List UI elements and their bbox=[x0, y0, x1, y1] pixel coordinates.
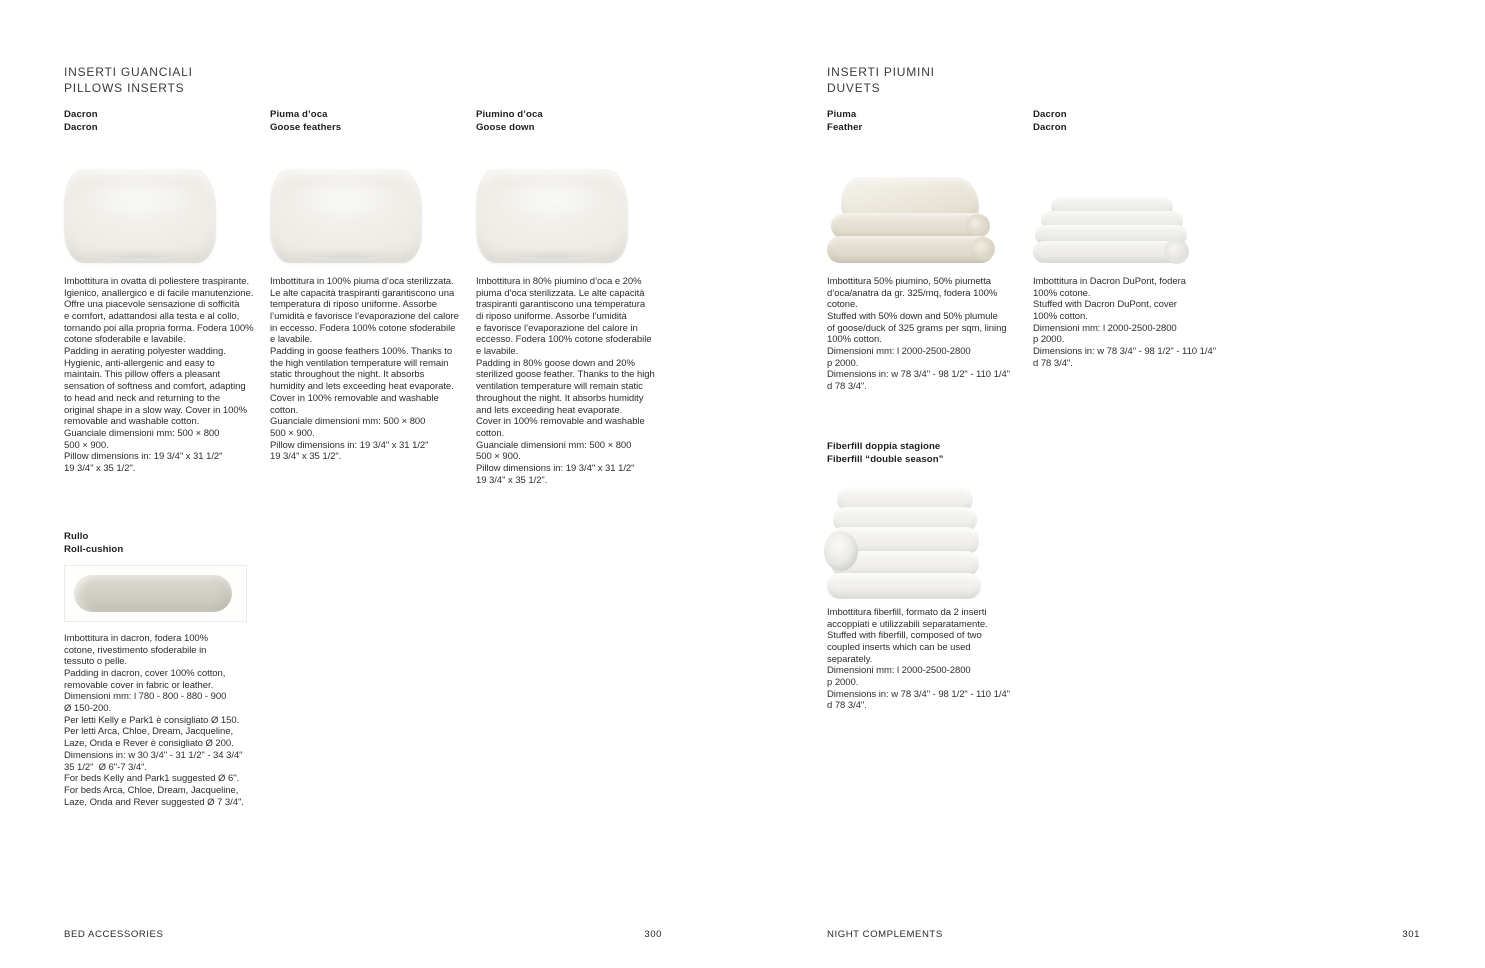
page-title: INSERTI GUANCIALI PILLOWS INSERTS bbox=[64, 65, 193, 95]
goose-down-pillow-photo bbox=[476, 163, 672, 263]
product-name-en: Goose feathers bbox=[270, 122, 342, 134]
product-description: Imbottitura in 80% piumino d’oca e 20% piuma d’oca sterilizzata. Le alte capacità traspiranti garantiscono una temperatura di riposo uniforme. Assorbe l’umidità e favorisce l’evaporazione del calore in eccesso. Fodera 100% cotone sfoderabile e lavabile. Padding in 80% goose down and 20% sterilized goose feather. Thanks to the high ventilation temperature will remain static throughout the night. It absorbs humidity and lets exceeding heat evaporate. Cover in 100% removable and washable cotton. Guanciale dimensioni mm: 500 × 800 500 × 900. Pillow dimensions in: 19 3/4" x 31 1/2" 19 3/4" x 35 1/2". bbox=[476, 275, 655, 486]
product-name-it: Rullo bbox=[64, 531, 89, 542]
product-name bbox=[476, 108, 672, 135]
folded-duvet-stack-shape bbox=[827, 487, 983, 599]
product-name bbox=[270, 108, 466, 135]
folded-duvet-shape bbox=[827, 177, 995, 263]
footer-section-label: BED ACCESSORIES bbox=[64, 929, 164, 940]
product-description: Imbottitura in Dacron DuPont, fodera 100% cotone. Stuffed with Dacron DuPont, cover 100% cotton. Dimensioni mm: l 2000-2500-2800 p 2000. Dimensions in: w 78 3/4" - 98 1/2" - 110 1/4" d 78 3/4". bbox=[1033, 275, 1217, 369]
product-dacron-pillow bbox=[64, 108, 260, 475]
roll-cushion-photo bbox=[64, 565, 260, 622]
product-description: Imbottitura in 100% piuma d’oca sterilizzata. Le alte capacità traspiranti garantiscono una temperatura di riposo uniforme. Assorbe l’umidità e favorisce l’evaporazione del calore in eccesso. Fodera 100% cotone sfoderabile e lavabile. Padding in goose feathers 100%. Thanks to the high ventilation temperature will remain static throughout the night. It absorbs humidity and lets exceeding heat evaporate. Cover in 100% removable and washable cotton. Guanciale dimensioni mm: 500 × 800 500 × 900. Pillow dimensions in: 19 3/4" x 31 1/2" 19 3/4" x 35 1/2". bbox=[270, 275, 459, 463]
right-page-footer bbox=[827, 929, 1420, 941]
fiberfill-duvet-photo bbox=[827, 477, 1023, 599]
pillow-shape bbox=[270, 169, 422, 263]
goose-feathers-pillow-photo bbox=[270, 163, 466, 263]
product-name-en: Dacron bbox=[64, 122, 98, 134]
pillow-shape bbox=[64, 169, 216, 263]
product-name-it: Piuma bbox=[827, 109, 857, 120]
roll-cushion-photo-frame bbox=[64, 565, 247, 622]
roll-cushion-shape bbox=[74, 575, 232, 612]
dacron-duvet-photo bbox=[1033, 163, 1229, 263]
product-name bbox=[827, 440, 1023, 467]
product-name-it: Piumino d’oca bbox=[476, 109, 543, 120]
product-roll-cushion bbox=[64, 530, 260, 808]
product-name-en: Goose down bbox=[476, 122, 535, 134]
product-dacron-duvet bbox=[1033, 108, 1229, 369]
product-name-it: Dacron bbox=[1033, 109, 1067, 120]
product-name-it: Fiberfill doppia stagione bbox=[827, 441, 941, 452]
product-description: Imbottitura fiberfill, formato da 2 inserti accoppiati e utilizzabili separatamente. Stuffed with fiberfill, composed of two coupled inserts which can be used separately. Dimensioni mm: l 2000-2500-2800 p 2000. Dimensions in: w 78 3/4" - 98 1/2" - 110 1/4" d 78 3/4". bbox=[827, 606, 1011, 712]
left-page-footer bbox=[64, 929, 662, 941]
folded-duvet-shape bbox=[1033, 197, 1191, 263]
product-goose-feathers-pillow bbox=[270, 108, 466, 463]
product-name-it: Dacron bbox=[64, 109, 98, 120]
product-feather-duvet bbox=[827, 108, 1023, 393]
product-name bbox=[64, 108, 260, 135]
product-name bbox=[64, 530, 260, 557]
page-number: 301 bbox=[1402, 929, 1420, 940]
pillow-shape bbox=[476, 169, 628, 263]
product-description: Imbottitura 50% piumino, 50% piumetta d’oca/anatra da gr. 325/mq, fodera 100% cotone. Stuffed with 50% down and 50% plumule of goose/duck of 325 grams per sqm, lining 100% cotton. Dimensioni mm: l 2000-2500-2800 p 2000. Dimensions in: w 78 3/4" - 98 1/2" - 110 1/4" d 78 3/4". bbox=[827, 275, 1011, 393]
product-name bbox=[827, 108, 1023, 135]
product-description: Imbottitura in ovatta di poliestere traspirante. Igienico, anallergico e di facile manutenzione. Offre una piacevole sensazione di sofficità e comfort, adattandosi alla testa e al collo, tornando poi alla propria forma. Fodera 100% cotone sfoderabile e lavabile. Padding in aerating polyester wadding. Hygienic, anti-allergenic and easy to maintain. This pillow offers a pleasant sensation of softness and comfort, adapting to head and neck and returning to the original shape in a slow way. Cover in 100% removable and washable cotton. Guanciale dimensioni mm: 500 × 800 500 × 900. Pillow dimensions in: 19 3/4" x 31 1/2" 19 3/4" x 35 1/2". bbox=[64, 275, 254, 475]
product-description: Imbottitura in dacron, fodera 100% cotone, rivestimento sfoderabile in tessuto o pelle. Padding in dacron, cover 100% cotton, removable cover in fabric or leather. Dimensioni mm: l 780 - 800 - 880 - 900 Ø 150-200. Per letti Kelly e Park1 è consigliato Ø 150. Per letti Arca, Chloe, Dream, Jacqueline, Laze, Onda e Rever è consigliato Ø 200. Dimensions in: w 30 3/4" - 31 1/2" - 34 3/4" 35 1/2" Ø 6"-7 3/4". For beds Kelly and Park1 suggested Ø 6". For beds Arca, Chloe, Dream, Jacqueline, Laze, Onda and Rever suggested Ø 7 3/4". bbox=[64, 632, 244, 808]
feather-duvet-photo bbox=[827, 163, 1023, 263]
product-name-en: Fiberfill “double season” bbox=[827, 454, 944, 466]
product-goose-down-pillow bbox=[476, 108, 672, 486]
product-fiberfill-duvet bbox=[827, 440, 1023, 712]
product-name-en: Dacron bbox=[1033, 122, 1067, 134]
page-duvets bbox=[742, 0, 1485, 968]
product-name-en: Roll-cushion bbox=[64, 544, 124, 556]
footer-section-label: NIGHT COMPLEMENTS bbox=[827, 929, 943, 940]
page-title: INSERTI PIUMINI DUVETS bbox=[827, 65, 935, 95]
dacron-pillow-photo bbox=[64, 163, 260, 263]
product-name-it: Piuma d’oca bbox=[270, 109, 328, 120]
product-name-en: Feather bbox=[827, 122, 863, 134]
page-number: 300 bbox=[644, 929, 662, 940]
product-name bbox=[1033, 108, 1229, 135]
page-pillows-inserts bbox=[0, 0, 742, 968]
